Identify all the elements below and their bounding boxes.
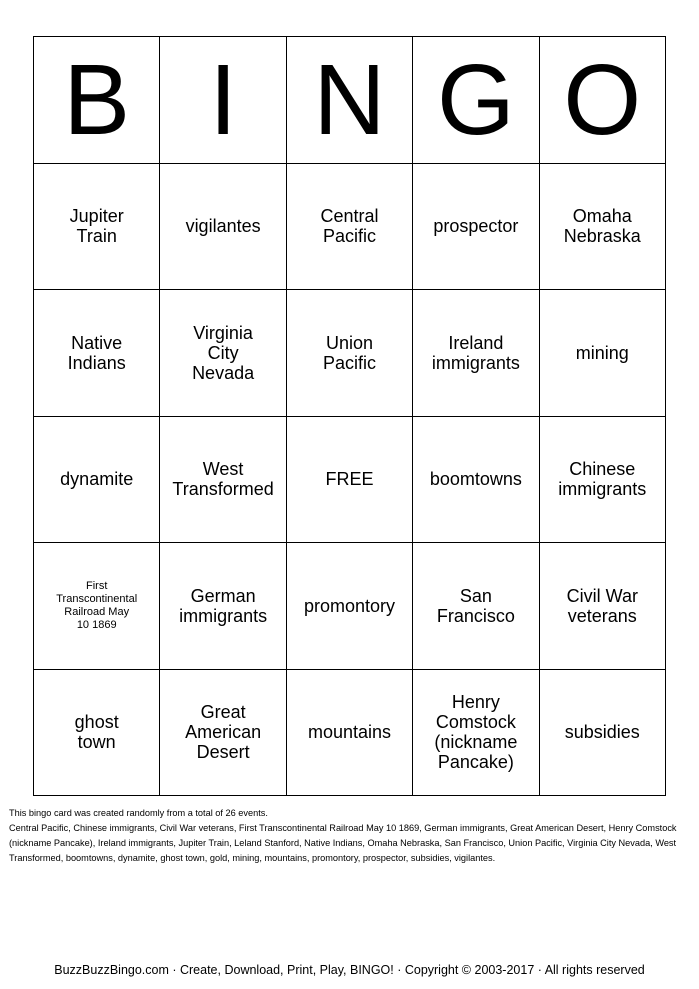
- bingo-cell-text: mountains: [307, 722, 392, 743]
- bingo-cell[interactable]: [160, 543, 286, 670]
- bingo-cell-text: mining: [575, 342, 629, 363]
- bingo-cell[interactable]: [34, 543, 160, 670]
- event-count-text: This bingo card was created randomly from a total of 26 events.: [9, 808, 268, 818]
- copyright-footer: BuzzBuzzBingo.com · Create, Download, Print, Play, BINGO! · Copyright © 2003-2017 · All rights reserved: [54, 963, 645, 977]
- bingo-cell-text: Great American Desert: [185, 702, 262, 763]
- bingo-cell[interactable]: [540, 417, 666, 544]
- bingo-cell[interactable]: [34, 164, 160, 291]
- bingo-cell[interactable]: [287, 543, 413, 670]
- bingo-cell-text: Chinese immigrants: [558, 459, 647, 500]
- bingo-cell-text: Omaha Nebraska: [563, 206, 641, 247]
- bingo-cell[interactable]: [540, 164, 666, 291]
- free-space-cell[interactable]: [287, 417, 413, 544]
- bingo-cell-text: Central Pacific: [320, 206, 379, 247]
- header-letter-n: [287, 37, 413, 164]
- bingo-cell[interactable]: [34, 417, 160, 544]
- header-letter-text: G: [436, 43, 515, 156]
- event-list-note: [9, 806, 693, 866]
- bingo-cell[interactable]: [287, 670, 413, 797]
- bingo-cell[interactable]: [160, 164, 286, 291]
- bingo-cell[interactable]: [160, 670, 286, 797]
- bingo-cell-text: West Transformed: [172, 459, 274, 500]
- bingo-cell[interactable]: [413, 164, 539, 291]
- header-letter-text: B: [63, 43, 131, 156]
- bingo-cell-text: Henry Comstock (nickname Pancake): [434, 692, 518, 773]
- bingo-cell[interactable]: [413, 417, 539, 544]
- bingo-cell[interactable]: [540, 670, 666, 797]
- header-letter-i: [160, 37, 286, 164]
- bingo-cell[interactable]: [540, 290, 666, 417]
- bingo-cell[interactable]: [413, 543, 539, 670]
- bingo-cell-text: vigilantes: [185, 216, 261, 237]
- bingo-cell[interactable]: [287, 290, 413, 417]
- bingo-cell-text: First Transcontinental Railroad May 10 1869: [56, 579, 138, 631]
- bingo-cell[interactable]: [413, 670, 539, 797]
- header-letter-text: O: [563, 43, 642, 156]
- bingo-cell[interactable]: [34, 670, 160, 797]
- bingo-cell-text: Union Pacific: [322, 332, 376, 373]
- bingo-cell-text: Virginia City Nevada: [192, 322, 255, 383]
- header-letter-g: [413, 37, 539, 164]
- bingo-cell-text: FREE: [325, 469, 374, 490]
- bingo-cell-text: German immigrants: [179, 585, 268, 626]
- event-list-text: Central Pacific, Chinese immigrants, Civil War veterans, First Transcontinental Railroad May 10 1869, German immigrants, Great American Desert, Henry Comstock (nickname Pancake), Ireland immigrants, Jupiter Train, Leland Stanford, Native Indians, Omaha Nebraska, San Francisco, Union Pacific, Virginia City Nevada, West Transformed, boomtowns, dynamite, ghost town, gold, mining, mountains, promontory, prospector, subsidies, vigilantes.: [9, 823, 677, 863]
- bingo-cell-text: ghost town: [74, 712, 119, 753]
- bingo-cell-text: Jupiter Train: [69, 206, 124, 247]
- bingo-cell-text: promontory: [303, 595, 396, 616]
- bingo-cell-text: dynamite: [60, 469, 134, 490]
- bingo-cell[interactable]: [540, 543, 666, 670]
- bingo-cell-text: Native Indians: [67, 332, 126, 373]
- bingo-cell-text: boomtowns: [429, 469, 522, 490]
- bingo-cell[interactable]: [160, 290, 286, 417]
- header-letter-b: [34, 37, 160, 164]
- bingo-cell[interactable]: [413, 290, 539, 417]
- bingo-cell-text: subsidies: [564, 722, 640, 743]
- bingo-cell[interactable]: [287, 164, 413, 291]
- bingo-cell-text: San Francisco: [436, 585, 515, 626]
- bingo-cell-text: prospector: [433, 216, 519, 237]
- bingo-card: [33, 36, 666, 796]
- bingo-cell-text: Ireland immigrants: [431, 332, 520, 373]
- header-letter-text: N: [313, 43, 386, 156]
- bingo-cell-text: Civil War veterans: [566, 585, 638, 626]
- header-letter-o: [540, 37, 666, 164]
- bingo-cell[interactable]: [160, 417, 286, 544]
- bingo-cell[interactable]: [34, 290, 160, 417]
- header-letter-text: I: [209, 43, 237, 156]
